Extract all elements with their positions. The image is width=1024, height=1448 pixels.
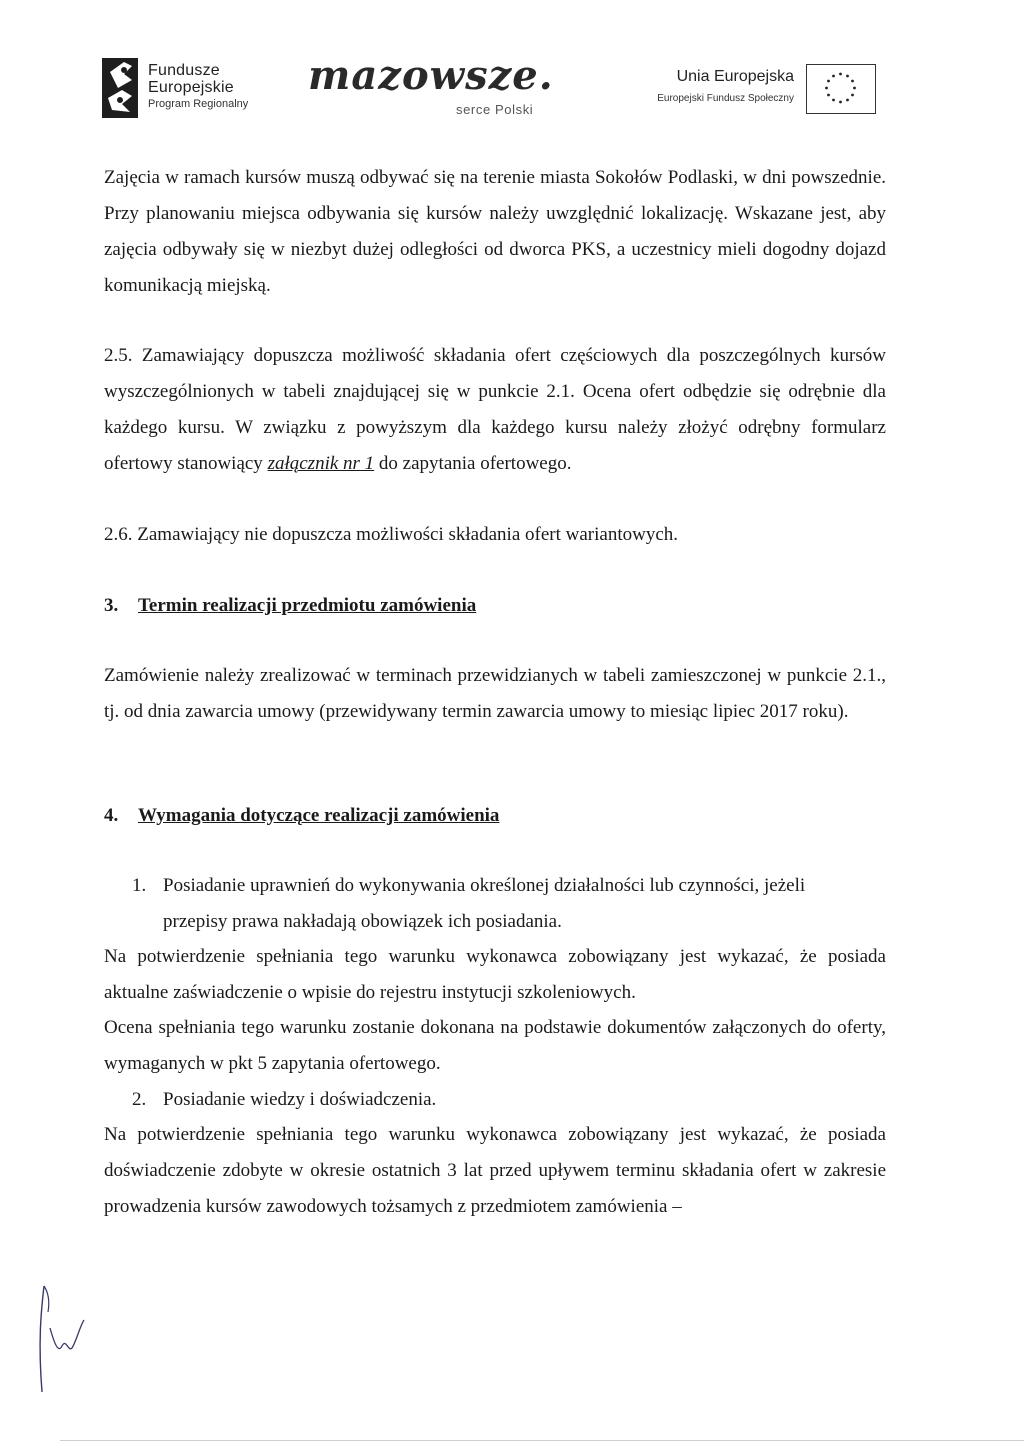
- section-3-number: 3.: [104, 595, 119, 616]
- item2-paragraph: Na potwierdzenie spełniania tego warunku wykonawca zobowiązany jest wykazać, że posiada doświadczenie zdobyte w okresie ostatnich 3 lat przed upływem terminu składania ofert w zakresie prowadzenia kursów zawodowych tożsamych z przedmiotem zamówienia –: [104, 1124, 886, 1217]
- fundusze-europejskie-emblem-icon: [102, 58, 138, 118]
- paragraph-2-5: [104, 338, 886, 482]
- section-3-heading: [104, 588, 476, 624]
- list-item-number: 1.: [132, 875, 147, 896]
- fundusze-europejskie-logo: [102, 58, 302, 122]
- section-3-title: Termin realizacji przedmiotu zamówienia: [138, 595, 477, 616]
- section-4-title: Wymagania dotyczące realizacji zamówienia: [138, 805, 500, 826]
- eu-logo-line2: Europejski Fundusz Społeczny: [657, 93, 794, 104]
- section-3-text: Zamówienie należy zrealizować w terminach przewidzianych w tabeli zamieszczonej w punkcie 2.1., tj. od dnia zawarcia umowy (przewidywany termin zawarcia umowy to miesiąc lipiec 2017 roku).: [104, 665, 886, 722]
- fe-logo-line2: Europejskie: [148, 79, 234, 96]
- section-4-heading: [104, 798, 499, 834]
- item1-paragraph-a: Na potwierdzenie spełniania tego warunku wykonawca zobowiązany jest wykazać, że posiada aktualne zaświadczenie o wpisie do rejestru instytucji szkoleniowych.: [104, 946, 886, 1003]
- intro-paragraph: Zajęcia w ramach kursów muszą odbywać się na terenie miasta Sokołów Podlaski, w dni powszednie. Przy planowaniu miejsca odbywania się kursów należy uwzględnić lokalizację. Wskazane jest, aby zajęcia odbywały się w niezbyt dużej odległości od dworca PKS, a uczestnicy mieli dogodny dojazd komunikacją miejską.: [104, 167, 886, 296]
- mazowsze-logo: [308, 52, 578, 122]
- paragraph-2-5-end: do zapytania ofertowego.: [374, 453, 572, 474]
- paragraph-2-6: 2.6. Zamawiający nie dopuszcza możliwości składania ofert wariantowych.: [104, 524, 679, 545]
- unia-europejska-logo: [622, 66, 882, 122]
- eu-flag-icon: [806, 64, 876, 114]
- paragraph-2-5-text: 2.5. Zamawiający dopuszcza możliwość składania ofert częściowych dla poszczególnych kursów wyszczególnionych w tabeli znajdującej się w punkcie 2.1. Ocena ofert odbędzie się odrębnie dla każdego kursu. W związku z powyższym dla każdego kursu należy złożyć odrębny formularz ofertowy stanowiący: [104, 345, 886, 474]
- zalacznik-reference: załącznik nr 1: [267, 453, 375, 474]
- handwritten-initials-signature: [28, 1282, 98, 1402]
- list-item: [132, 868, 886, 940]
- list-item-continuation: przepisy prawa nakładają obowiązek ich posiadania.: [163, 911, 562, 932]
- fe-logo-line3: Program Regionalny: [148, 98, 249, 110]
- list-item-text: Posiadanie uprawnień do wykonywania określonej działalności lub czynności, jeżeli: [163, 875, 806, 896]
- list-item-number: 2.: [132, 1089, 147, 1110]
- mazowsze-wordmark: mazowsze.: [308, 52, 554, 99]
- fe-logo-line1: Fundusze: [148, 62, 220, 79]
- item1-paragraph-b: Ocena spełniania tego warunku zostanie dokonana na podstawie dokumentów załączonych do oferty, wymaganych w pkt 5 zapytania ofertowego.: [104, 1017, 886, 1074]
- eu-logo-line1: Unia Europejska: [676, 68, 794, 85]
- mazowsze-tagline: serce Polski: [456, 102, 534, 117]
- section-4-number: 4.: [104, 805, 119, 826]
- page-bottom-divider: [60, 1440, 1024, 1441]
- list-item-text: Posiadanie wiedzy i doświadczenia.: [163, 1089, 437, 1110]
- list-item: [132, 1082, 886, 1118]
